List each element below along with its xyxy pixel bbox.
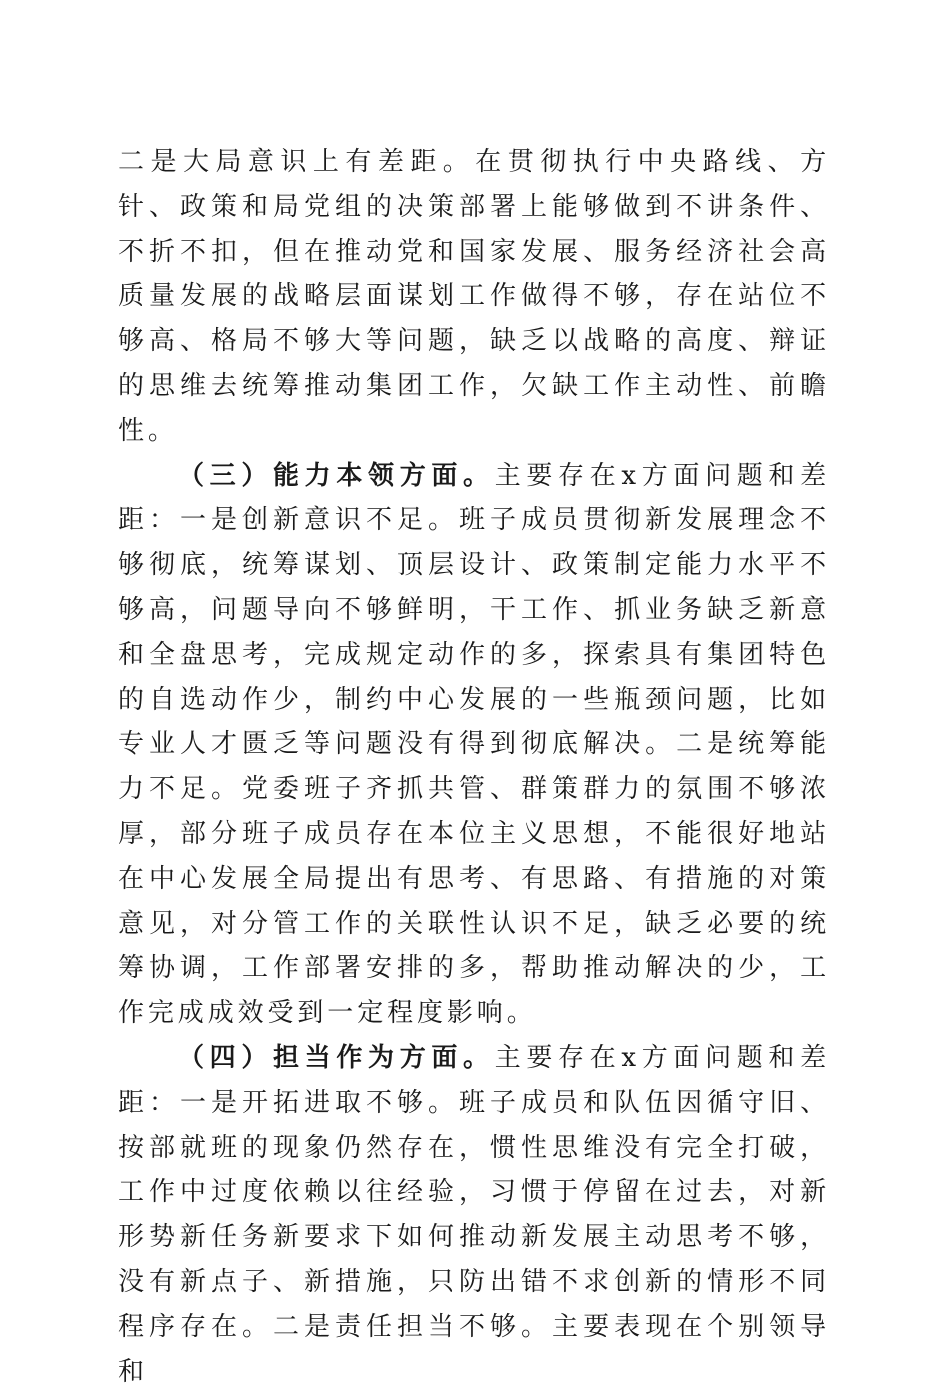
paragraph-ability [118, 454, 830, 1036]
paragraph-overall-view [118, 140, 830, 454]
section-heading-ability: （三）能力本领方面。 [178, 460, 495, 491]
body-text [118, 140, 830, 1394]
paragraph-text: 主要存在x方面问题和差距：一是开拓进取不够。班子成员和队伍因循守旧、按部就班的现象仍然存在，惯性思维没有完全打破，工作中过度依赖以往经验，习惯于停留在过去，对新形势新任务新要求下如何推动新发展主动思考不够，没有新点子、新措施，只防出错不求创新的情形不同程序存在。二是责任担当不够。主要表现在个别领导和 [118, 1042, 830, 1387]
section-heading-responsibility: （四）担当作为方面。 [178, 1042, 495, 1073]
paragraph-text: 二是大局意识上有差距。在贯彻执行中央路线、方针、政策和局党组的决策部署上能够做到不讲条件、不折不扣，但在推动党和国家发展、服务经济社会高质量发展的战略层面谋划工作做得不够，存在站位不够高、格局不够大等问题，缺乏以战略的高度、辩证的思维去统筹推动集团工作，欠缺工作主动性、前瞻性。 [118, 147, 830, 446]
paragraph-responsibility [118, 1036, 830, 1394]
paragraph-text: 主要存在x方面问题和差距：一是创新意识不足。班子成员贯彻新发展理念不够彻底，统筹谋划、顶层设计、政策制定能力水平不够高，问题导向不够鲜明，干工作、抓业务缺乏新意和全盘思考，完成规定动作的多，探索具有集团特色的自选动作少，制约中心发展的一些瓶颈问题，比如专业人才匮乏等问题没有得到彻底解决。二是统筹能力不足。党委班子齐抓共管、群策群力的氛围不够浓厚，部分班子成员存在本位主义思想，不能很好地站在中心发展全局提出有思考、有思路、有措施的对策意见，对分管工作的关联性认识不足，缺乏必要的统筹协调，工作部署安排的多，帮助推动解决的少，工作完成成效受到一定程度影响。 [118, 460, 830, 1029]
